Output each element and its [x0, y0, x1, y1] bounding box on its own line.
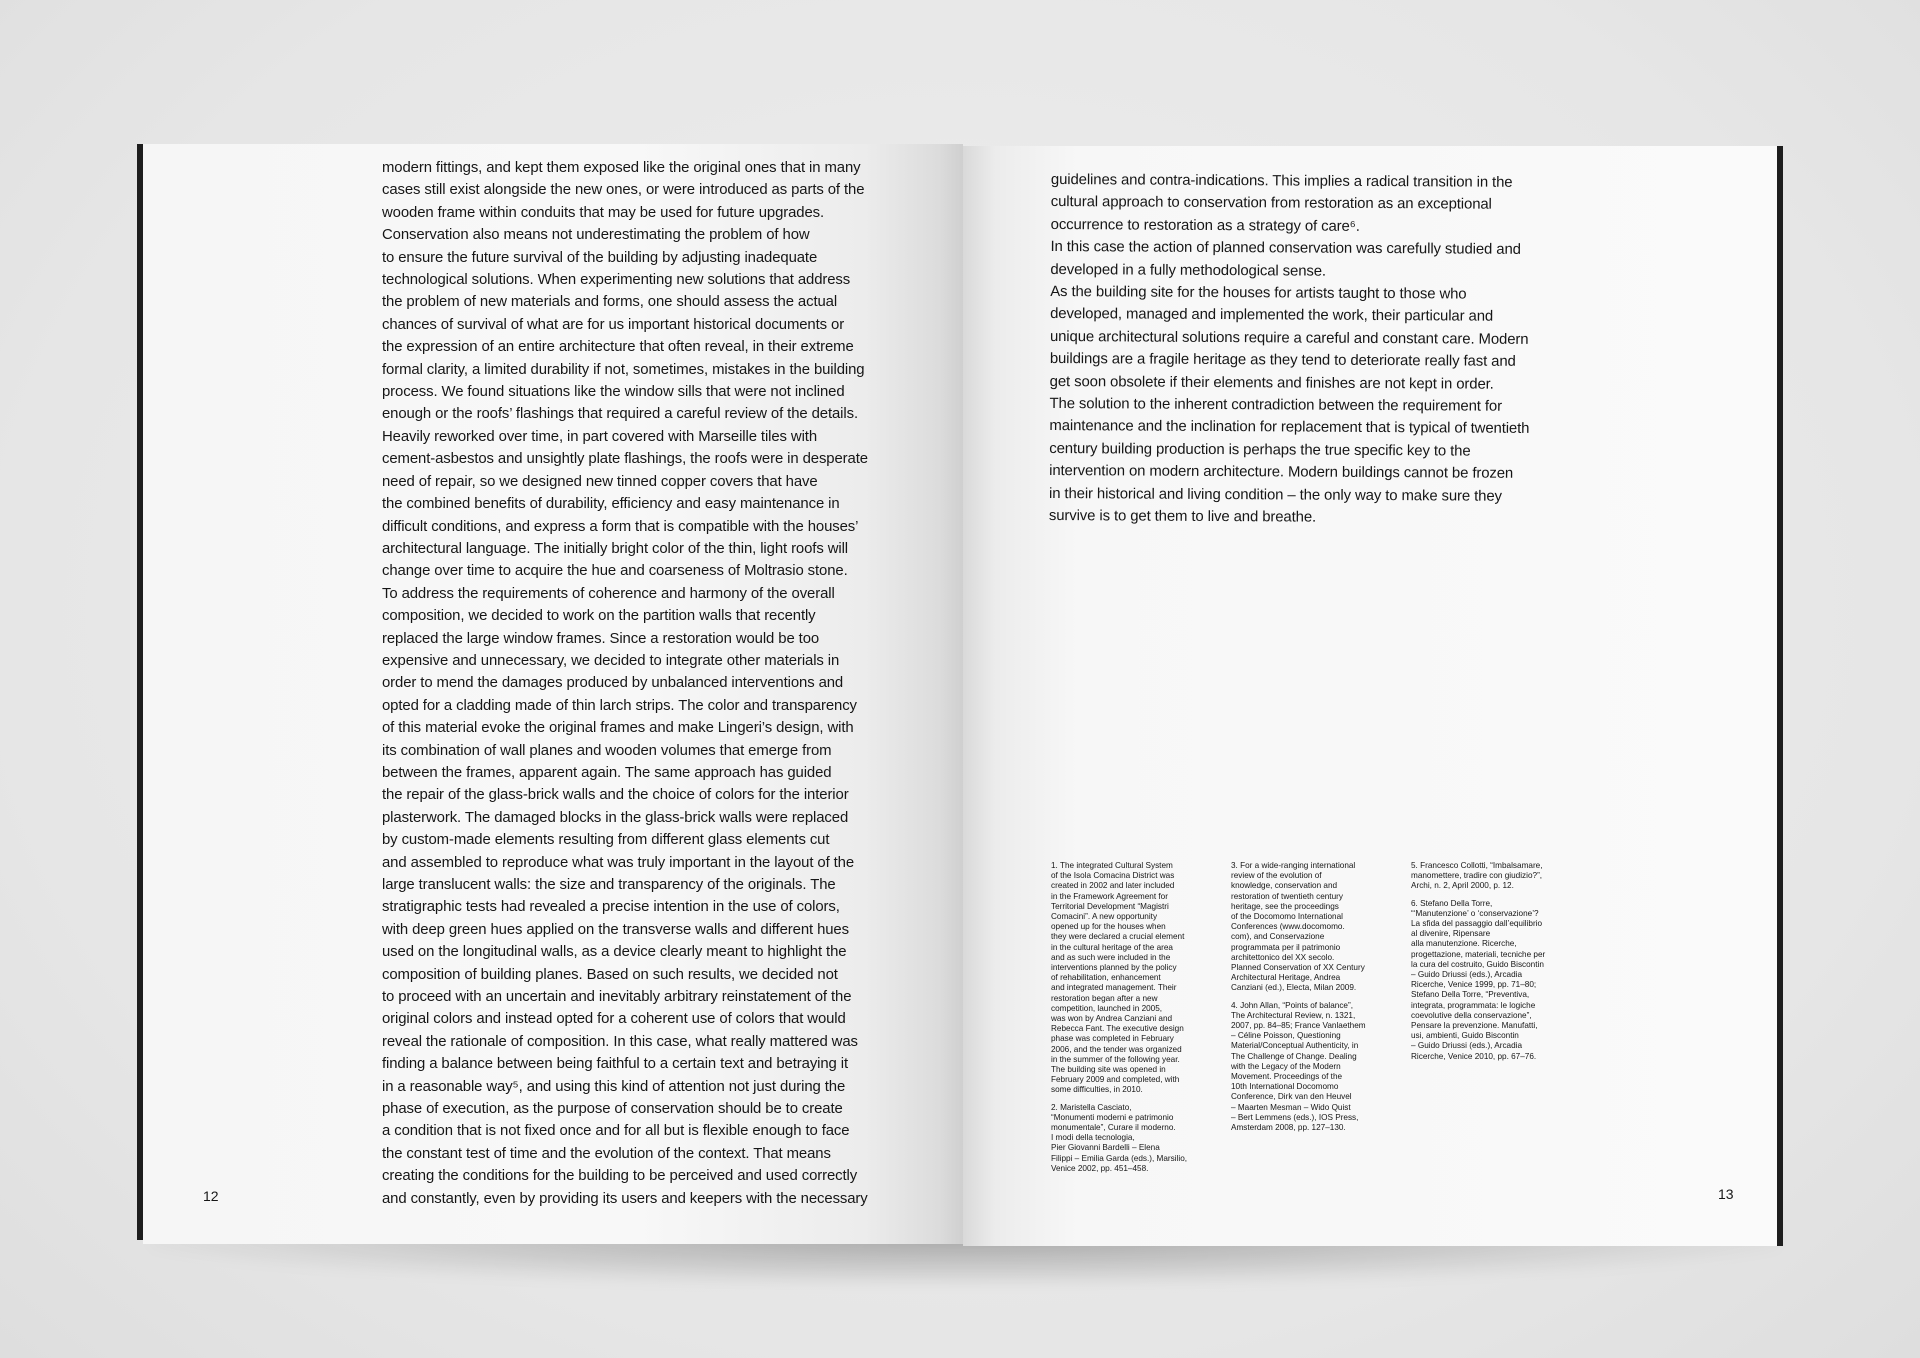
- text-line: composition, we decided to work on the partition walls that recently: [382, 608, 816, 625]
- text-line: used on the longitudinal walls, as a device clearly meant to highlight the: [382, 944, 847, 961]
- left-body-text: [382, 157, 868, 1210]
- text-line: intervention on modern architecture. Modern buildings cannot be frozen: [1049, 463, 1514, 483]
- text-line: the repair of the glass-brick walls and the choice of colors for the interior: [382, 787, 849, 804]
- text-line: technological solutions. When experimenting new solutions that address: [382, 272, 851, 289]
- text-line: formal clarity, a limited durability if not, sometimes, mistakes in the building: [382, 361, 865, 378]
- footnotes-column-3: [1411, 861, 1561, 1069]
- text-line: phase of execution, as the purpose of conservation should be to create: [382, 1101, 843, 1118]
- footnote-3: 3. For a wide-ranging international review of the evolution of knowledge, conservation and restoration of twentieth century heritage, see the proceedings of the Docomomo International Conferences (www.docomomo. com), and Conservazione programmata per il patrimonio architettonico del XX secolo. Planned Conservation of XX Century Architectural Heritage, Andrea Canziani (ed.), Electa, Milan 2009.: [1231, 861, 1365, 993]
- text-line: finding a balance between being faithful to a certain text and betraying it: [382, 1056, 849, 1073]
- text-line: to proceed with an uncertain and inevitably arbitrary reinstatement of the: [382, 989, 852, 1006]
- text-line: process. We found situations like the window sills that were not inclined: [382, 384, 845, 401]
- text-line: get soon obsolete if their elements and finishes are not kept in order.: [1049, 373, 1494, 393]
- text-line: between the frames, apparent again. The same approach has guided: [382, 764, 832, 781]
- text-line: architectural language. The initially bright color of the thin, light roofs will: [382, 540, 848, 557]
- text-line: order to mend the damages produced by unbalanced interventions and: [382, 675, 844, 692]
- text-line: Conservation also means not underestimating the problem of how: [382, 227, 810, 244]
- text-line: cement-asbestos and unsightly plate flashings, the roofs were in desperate: [382, 451, 868, 468]
- text-line: expensive and unnecessary, we decided to integrate other materials in: [382, 652, 840, 669]
- text-line: difficult conditions, and express a form that is compatible with the houses’: [382, 518, 859, 535]
- text-line: to ensure the future survival of the building by adjusting inadequate: [382, 249, 818, 266]
- text-line: the combined benefits of durability, efficiency and easy maintenance in: [382, 496, 840, 513]
- text-line: by custom-made elements resulting from different glass elements cut: [382, 832, 830, 849]
- text-line: the constant test of time and the evolution of the context. That means: [382, 1145, 831, 1162]
- text-line: the problem of new materials and forms, one should assess the actual: [382, 294, 838, 311]
- text-line: opted for a cladding made of thin larch strips. The color and transparency: [382, 697, 857, 714]
- text-line: modern fittings, and kept them exposed like the original ones that in many: [382, 160, 861, 176]
- text-line: reveal the rationale of composition. In this case, what really mattered was: [382, 1033, 858, 1050]
- footnote-2: 2. Maristella Casciato, “Monumenti moderni e patrimonio monumentale”, Curare il moderno. I modi della tecnologia, Pier Giovanni Bardelli – Elena Filippi – Emilia Garda (eds.), Marsilio, Venice 2002, pp. 451–458.: [1051, 1102, 1188, 1173]
- text-line: To address the requirements of coherence and harmony of the overall: [382, 585, 835, 602]
- text-line: of this material evoke the original frames and make Lingeri’s design, with: [382, 720, 854, 737]
- text-line: enough or the roofs’ flashings that required a careful review of the details.: [382, 406, 858, 423]
- text-line: creating the conditions for the building to be perceived and used correctly: [382, 1168, 858, 1185]
- text-line: As the building site for the houses for artists taught to those who: [1050, 284, 1467, 303]
- page-number-12: 12: [203, 1188, 219, 1204]
- text-line: occurrence to restoration as a strategy of care⁶.: [1050, 216, 1360, 235]
- left-page: [143, 144, 963, 1244]
- text-line: The solution to the inherent contradiction between the requirement for: [1049, 396, 1503, 415]
- right-page: [963, 146, 1777, 1246]
- text-line: cultural approach to conservation from restoration as an exceptional: [1050, 194, 1492, 214]
- text-line: guidelines and contra-indications. This implies a radical transition in the: [1050, 171, 1513, 191]
- text-line: its combination of wall planes and wooden volumes that emerge from: [382, 742, 832, 759]
- footnote-5: 5. Francesco Collotti, “Imbalsamare, manomettere, tradire con giudizio?”, Archi, n. 2, April 2000, p. 12.: [1411, 861, 1543, 891]
- text-line: cases still exist alongside the new ones, or were introduced as parts of the: [382, 182, 865, 199]
- text-line: and assembled to reproduce what was truly important in the layout of the: [382, 854, 855, 871]
- text-line: developed, managed and implemented the work, their particular and: [1050, 306, 1494, 326]
- text-line: unique architectural solutions require a careful and constant care. Modern: [1049, 328, 1529, 348]
- text-line: In this case the action of planned conservation was carefully studied and: [1050, 239, 1521, 259]
- text-line: century building production is perhaps the true specific key to the: [1049, 440, 1471, 460]
- page-number-13: 13: [1718, 1186, 1734, 1202]
- text-line: and constantly, even by providing its users and keepers with the necessary: [382, 1190, 868, 1207]
- text-line: composition of building planes. Based on such results, we decided not: [382, 966, 838, 983]
- text-line: in their historical and living condition – the only way to make sure they: [1048, 485, 1502, 505]
- text-line: wooden frame within conduits that may be used for future upgrades.: [382, 204, 825, 221]
- text-line: stratigraphic tests had revealed a precise intention in the use of colors,: [382, 899, 840, 916]
- text-line: replaced the large window frames. Since a restoration would be too: [382, 630, 820, 647]
- text-line: change over time to acquire the hue and coarseness of Moltrasio stone.: [382, 563, 848, 580]
- footnotes-column-2: [1231, 861, 1381, 1140]
- footnote-6: 6. Stefano Della Torre, “‘Manutenzione’ o ‘conservazione’? La sfida del passaggio dall’equilibrio al divenire, Ripensare alla manutenzione. Ricerche, progettazione, materiali, tecniche per la cura del costruito, Guido Biscontin – Guido Driussi (eds.), Arcadia Ricerche, Venice 1999, pp. 71–80; Stefano Della Torre, “Preventiva, integrata, programmata: le logiche coevolutive della conservazione”, Pensare la prevenzione. Manufatti, usi, ambienti, Guido Biscontin – Guido Driussi (eds.), Arcadia Ricerche, Venice 2010, pp. 67–76.: [1411, 898, 1546, 1061]
- cover-edge-right: [1776, 146, 1783, 1246]
- text-line: the expression of an entire architecture that often reveal, in their extreme: [382, 339, 854, 356]
- footnote-4: 4. John Allan, “Points of balance”, The Architectural Review, n. 1321, 2007, pp. 84–85; France Vanlaethem – Céline Poisson, Questioning Material/Conceptual Authenticity, in The Challenge of Change. Dealing with the Legacy of the Modern Movement. Proceedings of the 10th International Docomomo Conference, Dirk van den Heuvel – Maarten Mesman – Wido Quist – Bert Lemmens (eds.), IOS Press, Amsterdam 2008, pp. 127–130.: [1231, 1000, 1366, 1133]
- text-line: plasterwork. The damaged blocks in the glass-brick walls were replaced: [382, 809, 849, 826]
- text-line: a condition that is not fixed once and for all but is flexible enough to face: [382, 1123, 850, 1140]
- text-line: maintenance and the inclination for replacement that is typical of twentieth: [1049, 418, 1530, 438]
- text-line: chances of survival of what are for us important historical documents or: [382, 316, 845, 333]
- right-body-text: [1049, 169, 1531, 530]
- text-line: buildings are a fragile heritage as they tend to deteriorate really fast and: [1049, 351, 1516, 371]
- text-line: original colors and instead opted for a coherent use of colors that would: [382, 1011, 846, 1028]
- text-line: in a reasonable way⁵, and using this kind of attention not just during the: [382, 1078, 846, 1095]
- footnote-1: 1. The integrated Cultural System of the Isola Comacina District was created in 2002 and later included in the Framework Agreement for Territorial Development “Magistri Comacini”. A new opportunity opened up for the houses when they were declared a crucial element in the cultural heritage of the area and as such were included in the interventions planned by the policy of rehabilitation, enhancement and integrated management. Their restoration began after a new competition, launched in 2005, was won by Andrea Canziani and Rebecca Fant. The executive design phase was completed in February 2006, and the tender was organized in the summer of the following year. The building site was opened in February 2009 and completed, with some difficulties, in 2010.: [1051, 861, 1185, 1095]
- text-line: Heavily reworked over time, in part covered with Marseille tiles with: [382, 428, 818, 445]
- text-line: with deep green hues applied on the transverse walls and different hues: [382, 921, 849, 938]
- text-line: large translucent walls: the size and transparency of the originals. The: [382, 877, 836, 893]
- text-line: developed in a fully methodological sense.: [1050, 261, 1327, 280]
- text-line: need of repair, so we designed new tinned copper covers that have: [382, 473, 818, 490]
- footnotes-column-1: [1051, 861, 1201, 1181]
- text-line: survive is to get them to live and breathe.: [1048, 508, 1317, 526]
